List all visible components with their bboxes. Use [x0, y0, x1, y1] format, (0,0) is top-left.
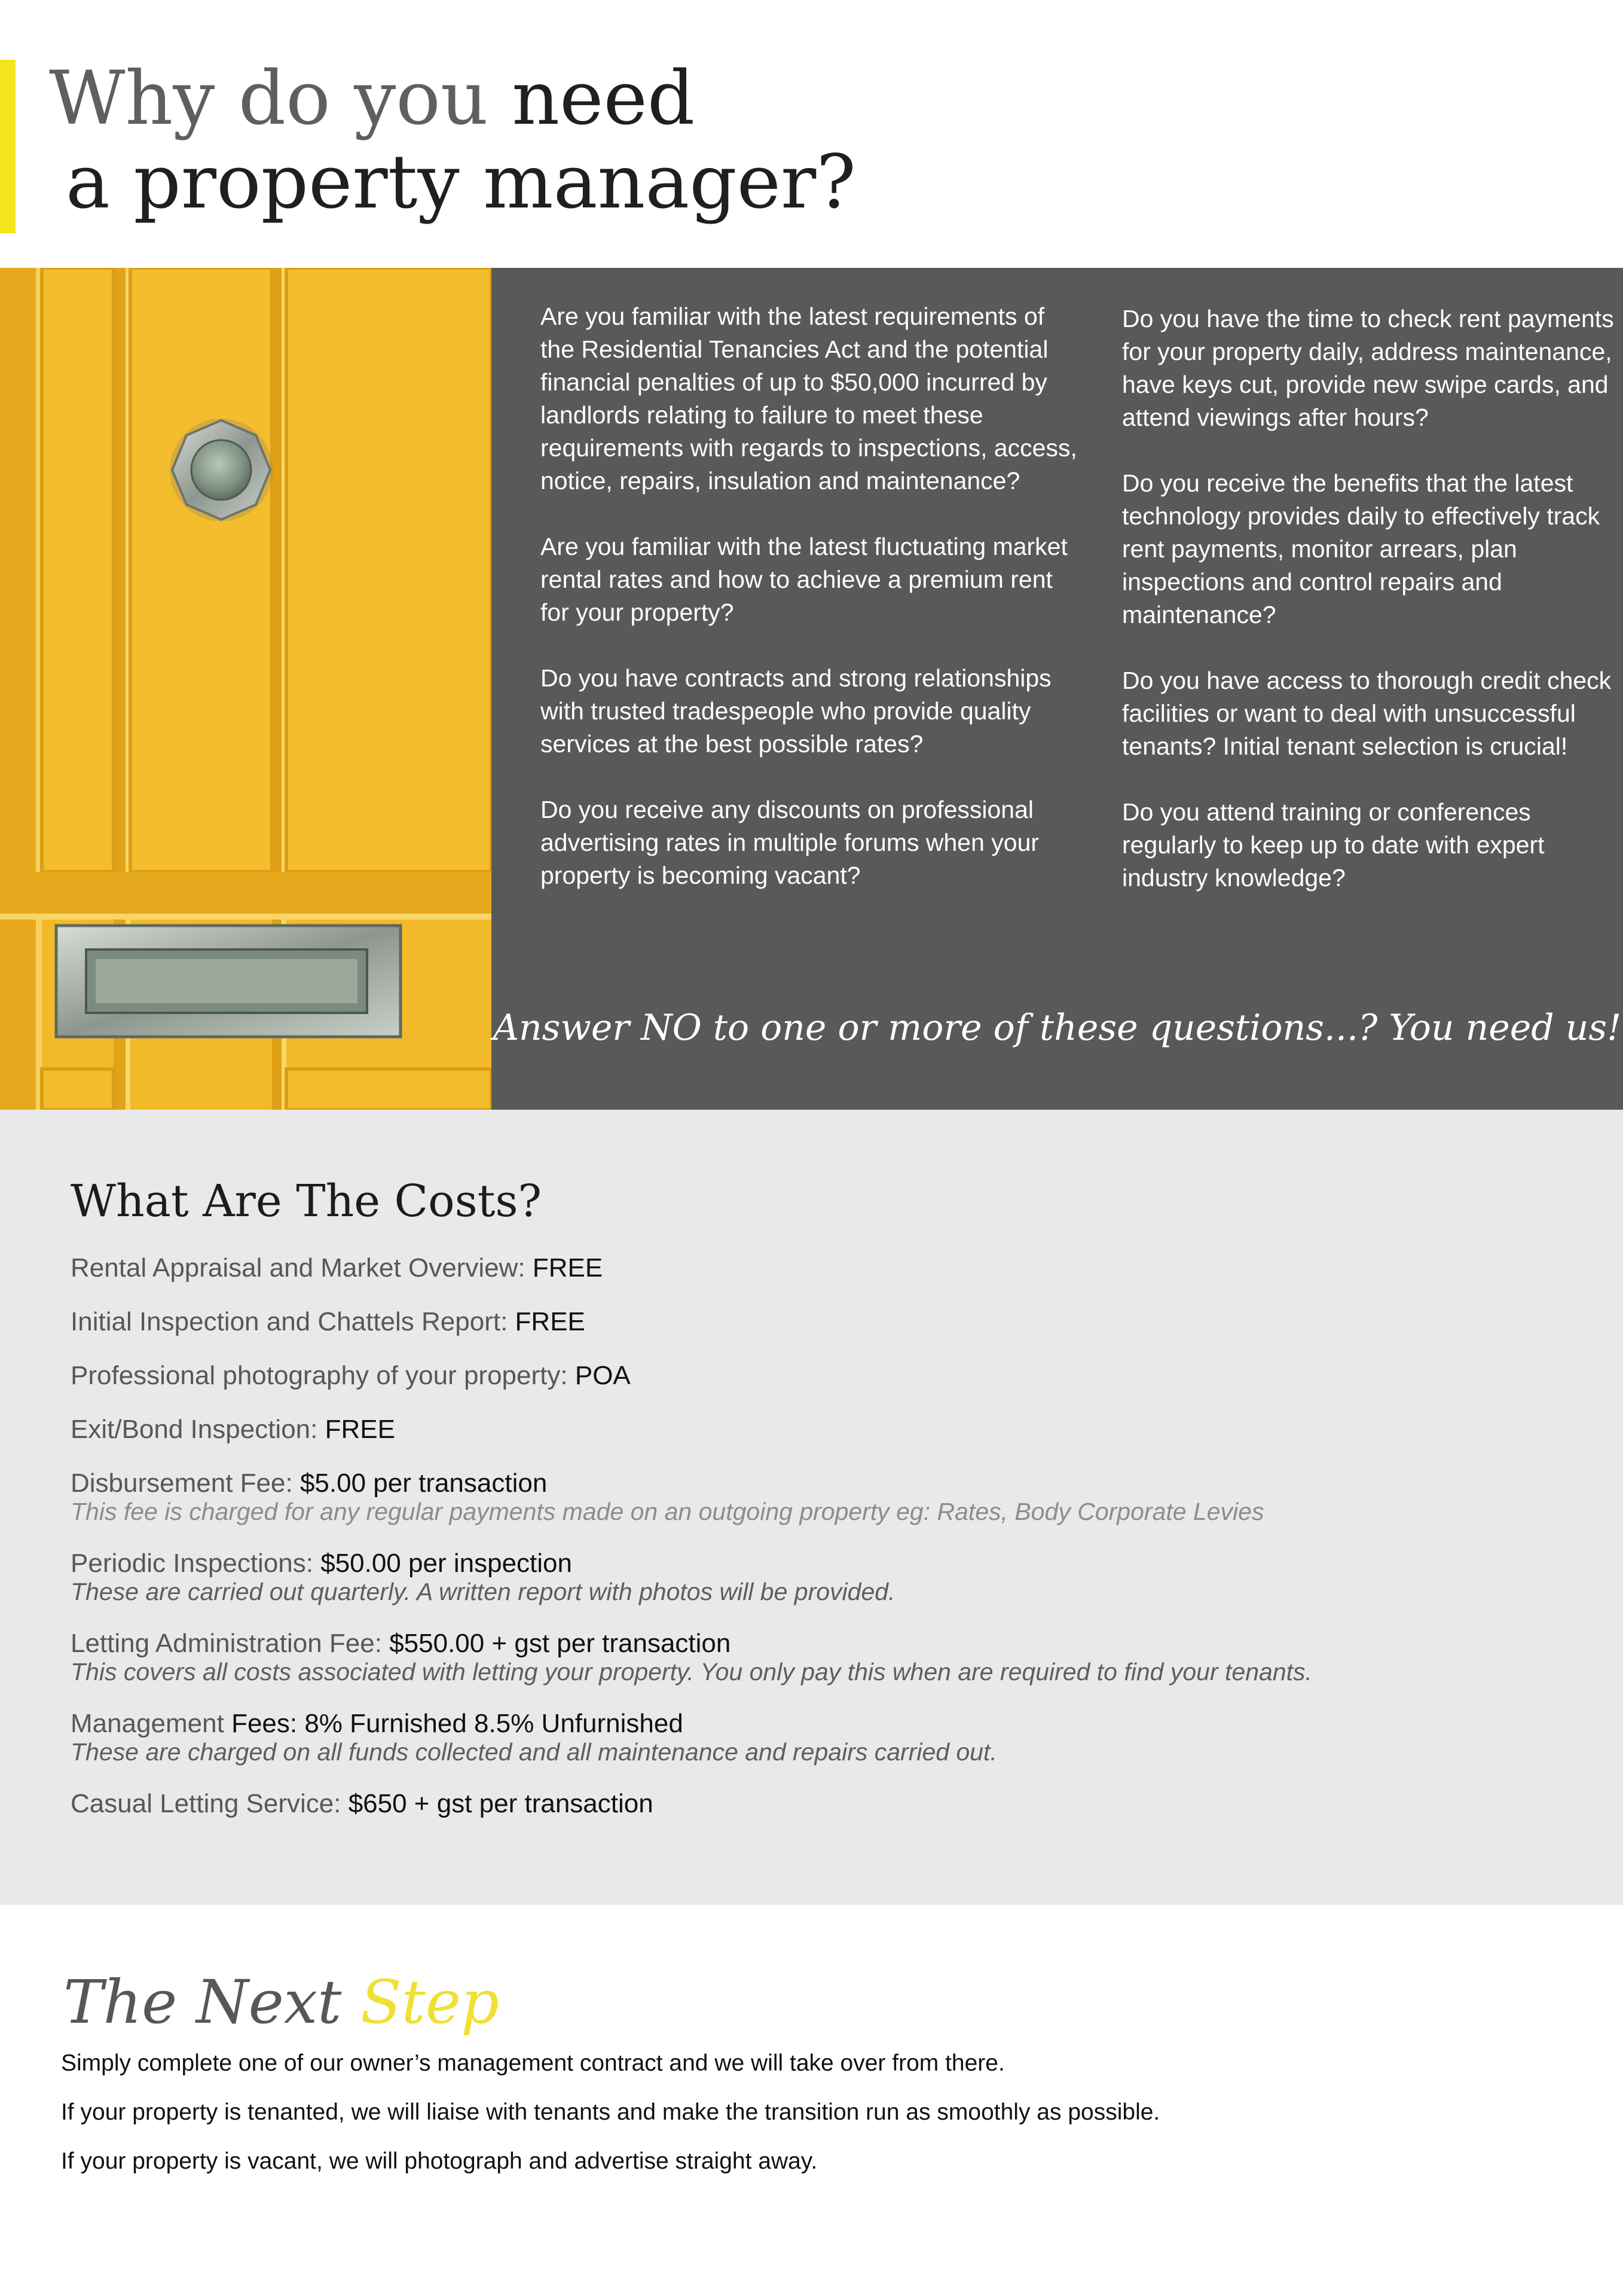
question-item: Are you familiar with the latest fluctuating market rental rates and how to achieve a premium rent for your property?	[540, 533, 1068, 626]
question-item: Do you have contracts and strong relationships with trusted tradespeople who provide quality services at the best possible rates?	[540, 664, 1052, 758]
question-item: Do you attend training or conferences regularly to keep up to date with expert industry knowledge?	[1122, 798, 1545, 891]
door-illustration	[0, 268, 491, 1110]
cost-label: Periodic Inspections:	[71, 1549, 313, 1578]
cost-note: This fee is charged for any regular payments made on an outgoing property eg: Rates, Body Corporate Levies	[71, 1498, 1264, 1525]
question-item: Do you have access to thorough credit check facilities or want to deal with unsuccessful tenants? Initial tenant selection is crucial!	[1122, 667, 1612, 760]
cost-label: Rental Appraisal and Market Overview:	[71, 1253, 525, 1283]
cost-value: POA	[574, 1361, 631, 1390]
cost-note: This covers all costs associated with letting your property. You only pay this when are required to find your tenants.	[71, 1658, 1312, 1686]
question-item: Do you receive any discounts on professional advertising rates in multiple forums when your property is becoming vacant?	[540, 796, 1040, 889]
question-item: Do you receive the benefits that the latest technology provides daily to effectively track rent payments, monitor arrears, plan inspections and control repairs and maintenance?	[1122, 469, 1600, 628]
questions-panel	[491, 268, 1623, 1110]
cost-value: FREE	[325, 1415, 395, 1444]
cost-value: $50.00 per inspection	[320, 1549, 572, 1578]
cost-value: FREE	[515, 1307, 585, 1336]
page-title-line2: a property manager?	[66, 139, 856, 225]
page-title-dark: need	[512, 56, 695, 142]
costs-title: What Are The Costs?	[71, 1176, 542, 1227]
cost-label: Exit/Bond Inspection:	[71, 1415, 318, 1444]
cost-label: Disbursement Fee:	[71, 1468, 293, 1498]
question-item: Are you familiar with the latest requirements of the Residential Tenancies Act and the potential financial penalties of up to $50,000 incurred by landlords relating to failure to meet these requirements with regards to inspections, access, notice, repairs, insulation and maintenance?	[540, 303, 1077, 494]
next-step-line: If your property is vacant, we will photograph and advertise straight away.	[61, 2148, 818, 2174]
cost-item	[71, 1415, 1535, 1445]
cost-item	[71, 1709, 1535, 1765]
cost-note: These are charged on all funds collected and all maintenance and repairs carried out.	[71, 1738, 997, 1766]
cost-item	[71, 1253, 1535, 1283]
cost-list	[71, 1253, 1535, 1843]
next-step-title	[63, 1967, 499, 2037]
cost-item	[71, 1789, 1535, 1819]
cost-note: These are carried out quarterly. A written report with photos will be provided.	[71, 1578, 895, 1605]
costs-section	[0, 1110, 1623, 1905]
next-step-title-plain: The Next	[63, 1967, 342, 2037]
cost-label: Professional photography of your property:	[71, 1361, 568, 1390]
next-step-line: If your property is tenanted, we will liaise with tenants and make the transition run as smoothly as possible.	[61, 2099, 1160, 2125]
cost-item	[71, 1307, 1535, 1337]
next-step-list	[61, 2051, 1555, 2198]
cost-item	[71, 1468, 1535, 1525]
cost-label: Casual Letting Service:	[71, 1789, 341, 1818]
cost-item	[71, 1549, 1535, 1605]
title-accent-bar	[0, 60, 16, 233]
question-item: Do you have the time to check rent payments for your property daily, address maintenance, have keys cut, provide new swipe cards, and attend viewings after hours?	[1122, 305, 1614, 431]
cost-value: $550.00 + gst per transaction	[389, 1629, 731, 1658]
questions-right-column	[1122, 303, 1618, 927]
cost-item	[71, 1629, 1535, 1685]
cost-label: Management	[71, 1709, 224, 1738]
questions-left-column	[540, 300, 1078, 925]
cost-item	[71, 1361, 1535, 1391]
cost-value: $650 + gst per transaction	[348, 1789, 653, 1818]
next-step-title-accent: Step	[360, 1967, 500, 2037]
questions-tagline: Answer NO to one or more of these questions...? You need us!	[493, 1007, 1622, 1049]
page-title-grey: Why do you	[49, 56, 488, 142]
hero-section	[0, 268, 1623, 1110]
cost-value: Fees: 8% Furnished 8.5% Unfurnished	[231, 1709, 683, 1738]
door-image	[0, 268, 491, 1110]
page-title	[49, 57, 856, 224]
next-step-line: Simply complete one of our owner’s management contract and we will take over from there.	[61, 2050, 1005, 2076]
cost-label: Letting Administration Fee:	[71, 1629, 382, 1658]
cost-value: FREE	[532, 1253, 603, 1283]
cost-label: Initial Inspection and Chattels Report:	[71, 1307, 508, 1336]
cost-value: $5.00 per transaction	[299, 1468, 548, 1498]
